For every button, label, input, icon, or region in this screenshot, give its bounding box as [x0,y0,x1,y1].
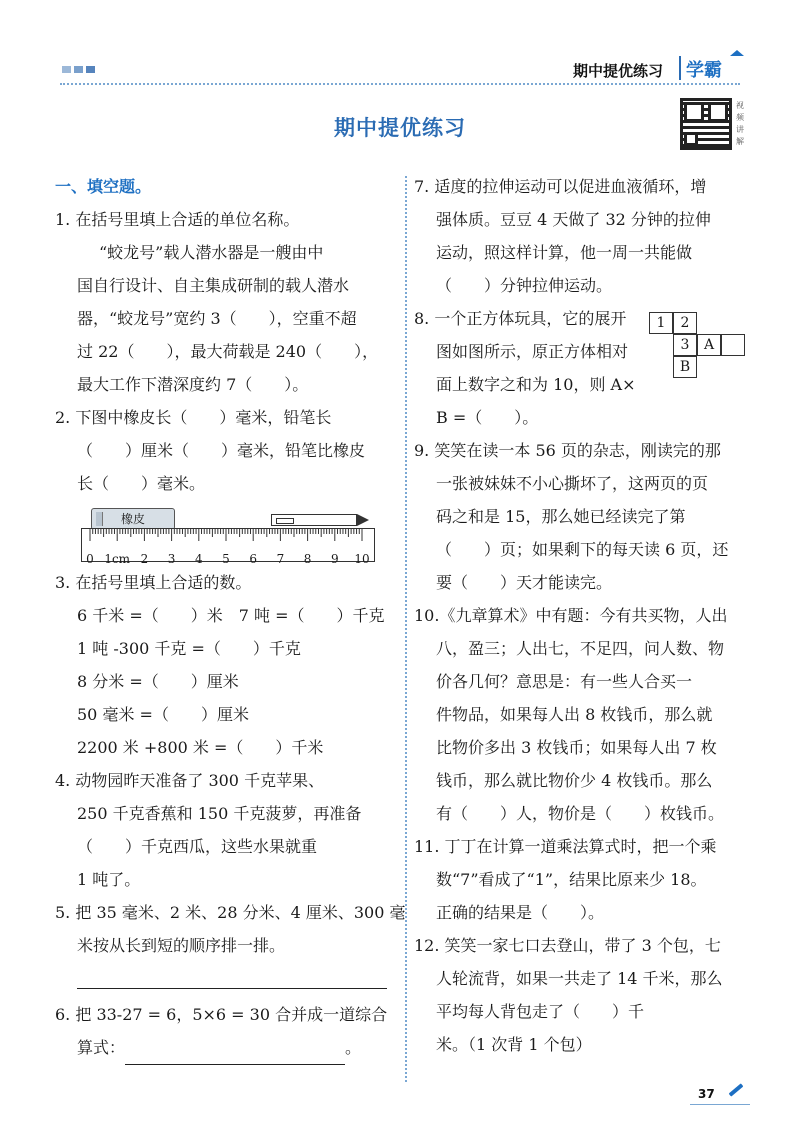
question-10-line: 八，盈三；人出七，不足四，问人数、物 [436,639,725,658]
question-9-line: （ ）页；如果剩下的每天读 6 页，还 [436,540,729,559]
page-title: 期中提优练习 [334,116,466,140]
question-11-line: 数“7”看成了“1”，结果比原来少 18。 [436,870,707,889]
question-7-line: 7. 适度的拉伸运动可以促进血液循环，增 [414,177,707,196]
question-9-line: 要（ ）天才能读完。 [436,573,613,592]
ruler-ticks [82,529,374,543]
eraser-label: 橡皮 [120,512,145,526]
question-10-line: 价各几何？意思是：有一些人合买一 [436,672,693,691]
question-10-line: 钱币，那么就比物价少 4 枚钱币。那么 [436,771,713,790]
question-2-line: 2. 下图中橡皮长（ ）毫米，铅笔长 [55,408,332,427]
page-header [0,0,800,90]
ruler [81,528,375,566]
question-5-line: 5. 把 35 毫米、2 米、28 分米、4 厘米、300 毫 [55,903,406,922]
net-cell: 1 [649,312,673,334]
question-3-line: 2200 米 +800 米 =（ ）千米 [77,738,324,757]
question-9-line: 一张被妹妹不小心撕坏了，这两页的页 [436,474,709,493]
question-8-line: 面上数字之和为 10，则 A× [436,375,636,394]
question-6-answer-blank[interactable] [125,1031,345,1065]
question-8-line: 图如图所示，原正方体相对 [436,342,629,361]
net-cell: 2 [673,312,697,334]
question-8-line: B =（ ）。 [436,408,539,427]
left-column [55,170,406,1064]
pen-icon [729,1083,744,1096]
book-title: 期中提优练习 [573,62,664,80]
ruler-numbers [82,543,374,566]
question-5-line: 米按从长到短的顺序排一排。 [77,936,286,955]
net-cell [721,334,745,356]
question-12-line: 米。（1 次背 1 个包） [436,1035,592,1054]
ruler-number: 10 [354,552,370,566]
qr-code-icon[interactable] [680,98,732,150]
ruler-number: 7 [276,552,285,566]
ruler-number: 8 [303,552,312,566]
question-3-line: 50 毫米 =（ ）厘米 [77,705,249,724]
question-10-line: 件物品，如果每人出 8 枚钱币，那么就 [436,705,713,724]
brand-logo: 学霸 [686,60,722,81]
question-2-line: 长（ ）毫米。 [77,474,206,493]
ruler-number: 3 [167,552,176,566]
header-decoration [62,66,95,73]
question-1-line: 过 22（ ），最大荷载是 240（ ）， [77,342,379,361]
question-1-line: 国自行设计、自主集成研制的载人潜水 [77,276,350,295]
question-6-line: 6. 把 33-27 = 6，5×6 = 30 合并成一道综合 [55,1005,388,1024]
page-number: 37 [698,1087,715,1101]
question-7-line: （ ）分钟拉伸运动。 [436,276,613,295]
question-10-line: 10.《九章算术》中有题：今有共买物，人出 [414,606,728,625]
ruler-number: 5 [222,552,230,566]
question-9-line: 9. 笑笑在读一本 56 页的杂志，刚读完的那 [414,441,721,460]
question-3-stem: 3. 在括号里填上合适的数。 [55,573,252,592]
net-cell: B [673,356,697,378]
ruler-number: 2 [140,552,149,566]
ruler-number: 4 [194,552,203,566]
ruler-number: 0 [86,552,94,566]
ruler-number: 9 [330,552,339,566]
question-3-line: 6 千米 =（ ）米 7 吨 =（ ）千克 [77,606,385,625]
question-4-line: 1 吨了。 [77,870,141,889]
question-12-line: 平均每人背包走了（ ）千 [436,1002,645,1021]
question-3-line: 1 吨 -300 千克 =（ ）千克 [77,639,301,658]
header-separator [679,56,681,80]
column-divider [405,176,407,1082]
question-4-line: （ ）千克西瓜，这些水果就重 [77,837,318,856]
pencil-image [271,514,371,528]
question-4-line: 250 千克香蕉和 150 千克菠萝，再准备 [77,804,362,823]
question-6-prefix: 算式： [77,1038,126,1057]
question-12-line: 人轮流背，如果一共走了 14 千米，那么 [436,969,723,988]
question-7-line: 运动，照这样计算，他一周一共能做 [436,243,693,262]
question-1-line: 最大工作下潜深度约 7（ ）。 [77,375,309,394]
question-11-line: 11. 丁丁在计算一道乘法算式时，把一个乘 [414,837,717,856]
question-11-line: 正确的结果是（ ）。 [436,903,605,922]
question-1-line: 器，“蛟龙号”宽约 3（ ），空重不超 [77,309,357,328]
question-7-line: 强体质。豆豆 4 天做了 32 分钟的拉伸 [436,210,711,229]
question-4-line: 4. 动物园昨天准备了 300 千克苹果、 [55,771,325,790]
graduation-cap-icon [730,50,744,56]
question-6-suffix: 。 [345,1038,362,1057]
question-8-line: 8. 一个正方体玩具，它的展开 [414,309,627,328]
net-cell: 3 [673,334,697,356]
question-2-line: （ ）厘米（ ）毫米，铅笔比橡皮 [77,441,366,460]
ruler-number: 6 [249,552,258,566]
net-cell: A [697,334,721,356]
qr-caption: 视频讲解 [736,101,744,146]
question-3-line: 8 分米 =（ ）厘米 [77,672,239,691]
question-1-stem: 1. 在括号里填上合适的单位名称。 [55,210,300,229]
question-6-answer-row [55,1031,395,1064]
question-5-answer-line[interactable] [55,962,395,998]
eraser-image [91,508,175,530]
right-column [414,170,750,1061]
ruler-figure [81,500,381,566]
question-10-line: 比物价多出 3 枚钱币；如果每人出 7 枚 [436,738,717,757]
header-rule [60,83,740,85]
question-9-line: 码之和是 15，那么她已经读完了第 [436,507,686,526]
page-number-rule [690,1104,750,1105]
question-12-line: 12. 笑笑一家七口去登山，带了 3 个包，七 [414,936,721,955]
question-10-line: 有（ ）人，物价是（ ）枚钱币。 [436,804,725,823]
question-1-line: “蛟龙号”载人潜水器是一艘由中 [99,243,324,262]
section-heading: 一、填空题。 [55,177,152,196]
ruler-number: 1cm [104,552,131,566]
